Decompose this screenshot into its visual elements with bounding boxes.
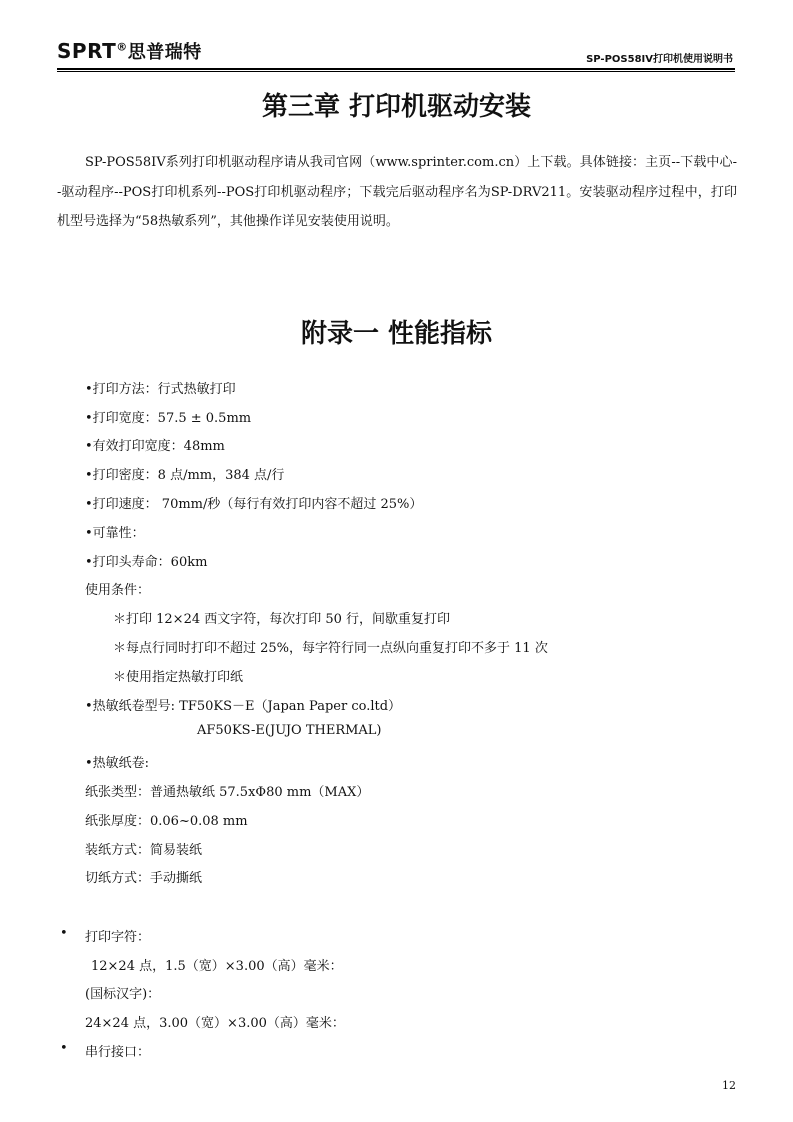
spec-line: •热敏纸卷型号: TF50KS－E（Japan Paper co.ltd） <box>85 699 402 714</box>
print-chars-line: (国标汉字)： <box>85 987 161 1002</box>
bullet: • <box>60 1041 68 1056</box>
spec-line: •打印头寿命：60km <box>85 555 208 570</box>
spec-line: ＊打印 12×24 西文字符，每次打印 50 行，间歇重复打印 <box>113 612 451 627</box>
print-chars-line: 12×24 点，1.5（宽）×3.00（高）毫米： <box>91 959 343 974</box>
header-rule-thick <box>57 68 735 70</box>
spec-line: •打印宽度：57.5 ± 0.5mm <box>85 411 252 426</box>
spec-line: •热敏纸卷: <box>85 756 150 771</box>
brand-name-cn: 思普瑞特 <box>127 42 202 63</box>
spec-line: ＊每点行同时打印不超过 25%，每字符行同一点纵向重复打印不多于 11 次 <box>113 641 548 656</box>
registered-mark: ® <box>116 40 128 54</box>
spec-line: •打印密度：8 点/mm，384 点/行 <box>85 468 285 483</box>
spec-line: •可靠性： <box>85 526 145 541</box>
brand-logo <box>57 38 202 64</box>
brand-name: SPRT <box>57 39 117 63</box>
spec-line: ＊使用指定热敏打印纸 <box>113 670 244 685</box>
spec-line: •有效打印宽度：48mm <box>85 439 225 454</box>
print-chars-line: 24×24 点，3.00（宽）×3.00（高）毫米： <box>85 1016 345 1031</box>
spec-line: AF50KS-E(JUJO THERMAL) <box>197 723 382 738</box>
spec-line: 装纸方式：简易装纸 <box>85 843 203 858</box>
spec-line: 纸张厚度：0.06~0.08 mm <box>85 814 248 829</box>
chapter-paragraph: SP-POS58IV系列打印机驱动程序请从我司官网（www.sprinter.com.cn）上下载。具体链接：主页--下载中心--驱动程序--POS打印机系列--POS打印机驱动程序；下载完后驱动程序名为SP-DRV211。安装驱动程序过程中，打印机型号选择为“58热敏系列”，其他操作详见安装使用说明。 <box>57 155 737 229</box>
appendix-title: 附录一 性能指标 <box>300 319 493 349</box>
spec-line: •打印方法：行式热敏打印 <box>85 382 236 397</box>
serial-label: 串行接口： <box>85 1045 151 1060</box>
spec-line: 切纸方式：手动撕纸 <box>85 871 203 886</box>
page-number: 12 <box>722 1079 736 1092</box>
manual-title: SP-POS58IV打印机使用说明书 <box>586 54 733 65</box>
bullet: • <box>60 926 68 941</box>
print-chars-label: 打印字符： <box>85 930 151 945</box>
header-rule-thin <box>57 71 735 72</box>
chapter-title: 第三章 打印机驱动安装 <box>261 92 532 122</box>
spec-line: •打印速度： 70mm/秒（每行有效打印内容不超过 25%） <box>85 497 423 512</box>
spec-line: 纸张类型：普通热敏纸 57.5xΦ80 mm（MAX） <box>85 785 370 800</box>
spec-line: 使用条件： <box>85 583 151 598</box>
